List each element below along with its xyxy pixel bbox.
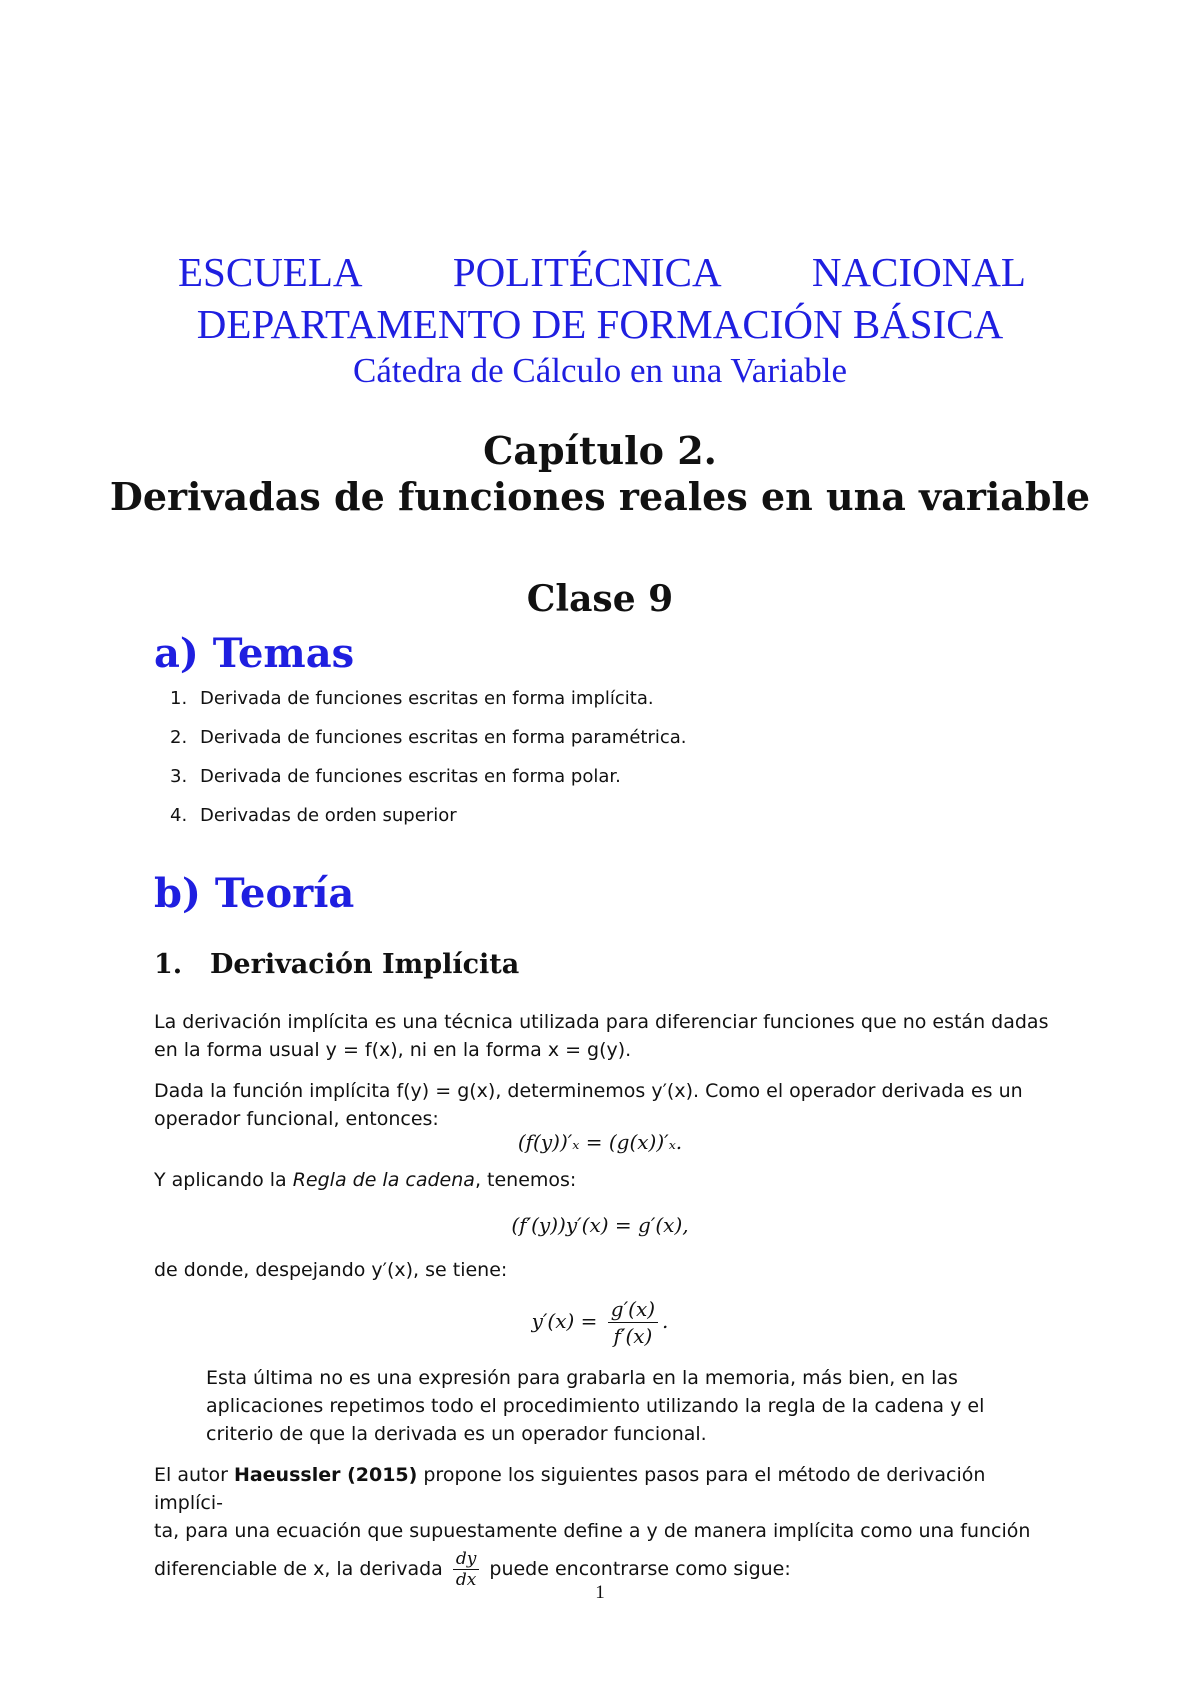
text-span: Y aplicando la: [154, 1169, 293, 1191]
note-paragraph: [206, 1364, 1052, 1448]
institution-word-2: POLITÉCNICA: [452, 249, 722, 295]
text-line: operador funcional, entonces:: [154, 1108, 439, 1130]
chain-rule-term: Regla de la cadena: [292, 1169, 475, 1191]
chapter-title: Derivadas de funciones reales en una variable: [109, 474, 1091, 519]
list-item-number: 4.: [170, 805, 188, 826]
text-line: ta, para una ecuación que supuestamente define a y de manera implícita como una función: [154, 1520, 1031, 1542]
section-a-title: a) Temas: [154, 630, 355, 677]
text-span: , tenemos:: [474, 1169, 577, 1191]
equation-2: (f′(y))y′(x) = g′(x),: [511, 1213, 689, 1237]
subsection-label: Derivación Implícita: [210, 949, 520, 980]
chapter-number: Capítulo 2.: [483, 428, 717, 473]
page-number: 1: [595, 1582, 605, 1603]
subsection-number: 1.: [154, 949, 183, 980]
list-item: [170, 688, 687, 727]
text-line: criterio de que la derivada es un operador funcional.: [206, 1423, 707, 1445]
text-line: La derivación implícita es una técnica utilizada para diferenciar funciones que no están dadas: [154, 1011, 1049, 1033]
equation-3: [0, 1296, 1200, 1349]
topics-list: [170, 688, 687, 844]
paragraph-haeussler: [154, 1461, 1052, 1590]
paragraph-chain-rule: [154, 1166, 1052, 1194]
text-span: El autor: [154, 1464, 234, 1486]
list-item-text: Derivada de funciones escritas en forma implícita.: [200, 688, 654, 709]
text-span: propone los siguientes pasos para el método de derivación implíci-: [154, 1464, 986, 1514]
text-span: puede encontrarse como sigue:: [489, 1558, 791, 1580]
paragraph-given: [154, 1077, 1052, 1133]
fraction-denominator: dx: [455, 1570, 477, 1590]
paragraph-intro: [154, 1008, 1052, 1064]
list-item-number: 1.: [170, 688, 188, 709]
class-title: Clase 9: [526, 578, 674, 620]
fraction-numerator: dy: [453, 1549, 480, 1570]
equation-1: (f(y))′ₓ = (g(x))′ₓ.: [517, 1130, 683, 1154]
text-line: aplicaciones repetimos todo el procedimiento utilizando la regla de la cadena y el: [206, 1395, 985, 1417]
institution-name: [178, 248, 1026, 296]
list-item-number: 3.: [170, 766, 188, 787]
list-item-number: 2.: [170, 727, 188, 748]
text-line: Esta última no es una expresión para grabarla en la memoria, más bien, en las: [206, 1367, 958, 1389]
equation-3-lhs: y′(x) =: [531, 1309, 598, 1333]
fraction-numerator: g′(x): [608, 1296, 658, 1323]
text-line: [154, 1461, 1052, 1517]
equation-3-end: .: [662, 1309, 669, 1333]
section-b-title: b) Teoría: [154, 870, 355, 917]
subsection-title: [154, 948, 519, 982]
institution-word-3: NACIONAL: [811, 249, 1026, 295]
author-citation: Haeussler (2015): [233, 1464, 418, 1486]
chair-name: Cátedra de Cálculo en una Variable: [352, 351, 848, 390]
list-item: [170, 805, 687, 844]
text-line: Dada la función implícita f(y) = g(x), determinemos y′(x). Como el operador derivada es un: [154, 1080, 1023, 1102]
list-item-text: Derivadas de orden superior: [200, 805, 457, 826]
list-item-text: Derivada de funciones escritas en forma polar.: [200, 766, 621, 787]
department-name: DEPARTAMENTO DE FORMACIÓN BÁSICA: [196, 301, 1004, 347]
institution-word-1: ESCUELA: [178, 249, 363, 295]
list-item-text: Derivada de funciones escritas en forma paramétrica.: [200, 727, 687, 748]
equation-3-fraction: [608, 1296, 658, 1349]
fraction-denominator: f′(x): [613, 1324, 653, 1348]
paragraph-solving: de donde, despejando y′(x), se tiene:: [154, 1259, 508, 1281]
text-line: en la forma usual y = f(x), ni en la forma x = g(y).: [154, 1039, 632, 1061]
text-span: diferenciable de x, la derivada: [154, 1558, 443, 1580]
list-item: [170, 766, 687, 805]
list-item: [170, 727, 687, 766]
